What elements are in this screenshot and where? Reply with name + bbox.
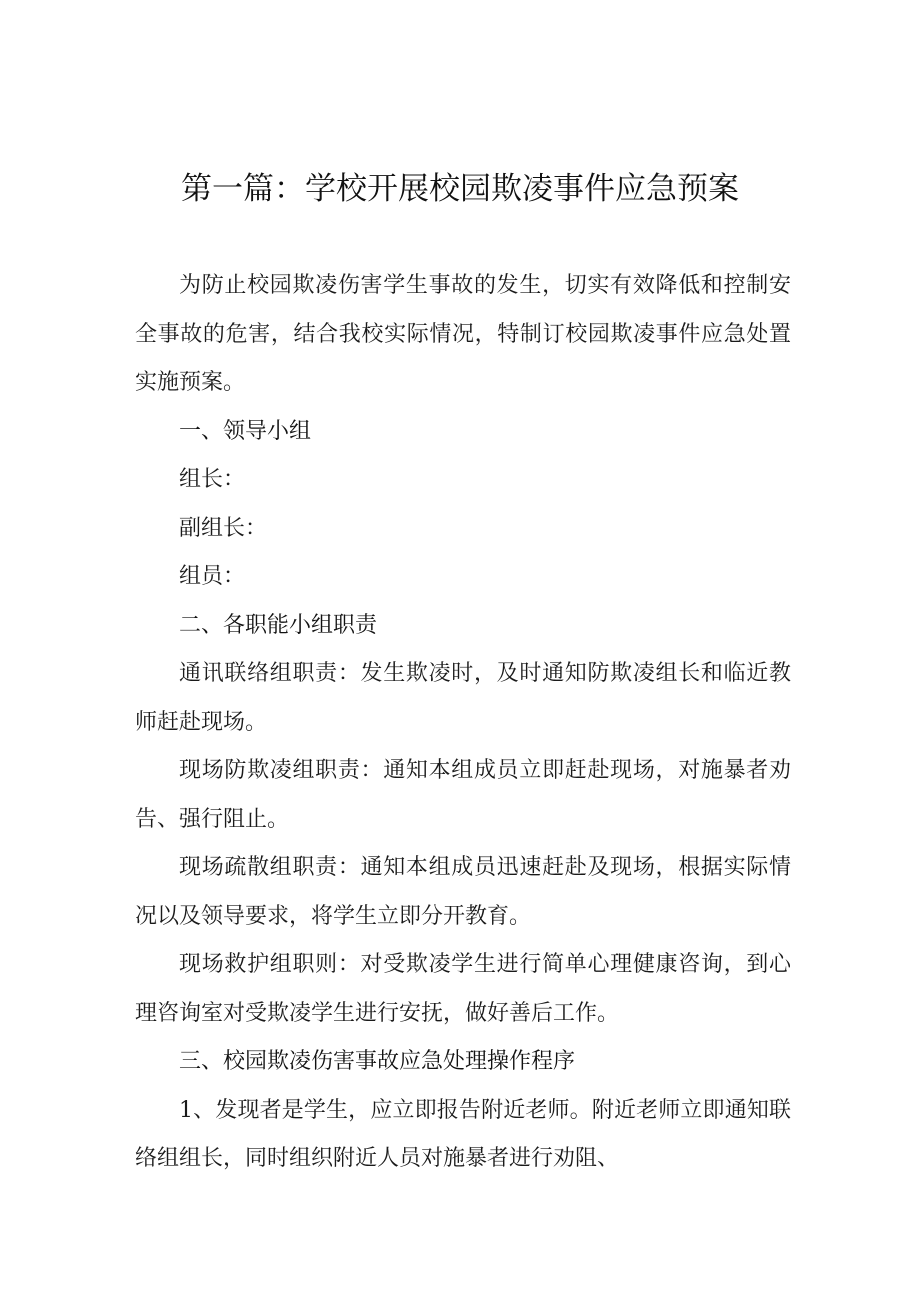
- section-heading-leadership-group: 一、领导小组: [179, 418, 312, 444]
- intro-paragraph: 为防止校园欺凌伤害学生事故的发生，切实有效降低和控制安全事故的危害，结合我校实际情况，特制订校园欺凌事件应急处置实施预案。: [135, 273, 791, 395]
- document-title: 第一篇：学校开展校园欺凌事件应急预案: [181, 171, 739, 207]
- section-heading-group-duties: 二、各职能小组职责: [179, 612, 378, 638]
- deputy-leader-line: 副组长：: [179, 515, 268, 541]
- procedure-step-1: 1、发现者是学生，应立即报告附近老师。附近老师立即通知联络组组长，同时组织附近人员对施暴者进行劝阻、: [135, 1097, 791, 1171]
- group-members-line: 组员：: [179, 564, 246, 589]
- anti-bullying-group-duty: 现场防欺凌组职责：通知本组成员立即赶赴现场，对施暴者劝告、强行阻止。: [135, 758, 791, 832]
- evacuation-group-duty: 现场疏散组职责：通知本组成员迅速赶赴及现场，根据实际情况以及领导要求，将学生立即分开教育。: [135, 855, 791, 929]
- section-heading-procedure: 三、校园欺凌伤害事故应急处理操作程序: [179, 1049, 576, 1074]
- rescue-group-duty: 现场救护组职则：对受欺凌学生进行简单心理健康咨询，到心理咨询室对受欺凌学生进行安抚，做好善后工作。: [135, 952, 791, 1026]
- communication-group-duty: 通讯联络组职责：发生欺凌时，及时通知防欺凌组长和临近教师赶赴现场。: [135, 661, 791, 735]
- document-body: [135, 262, 791, 1184]
- group-leader-line: 组长：: [179, 467, 246, 492]
